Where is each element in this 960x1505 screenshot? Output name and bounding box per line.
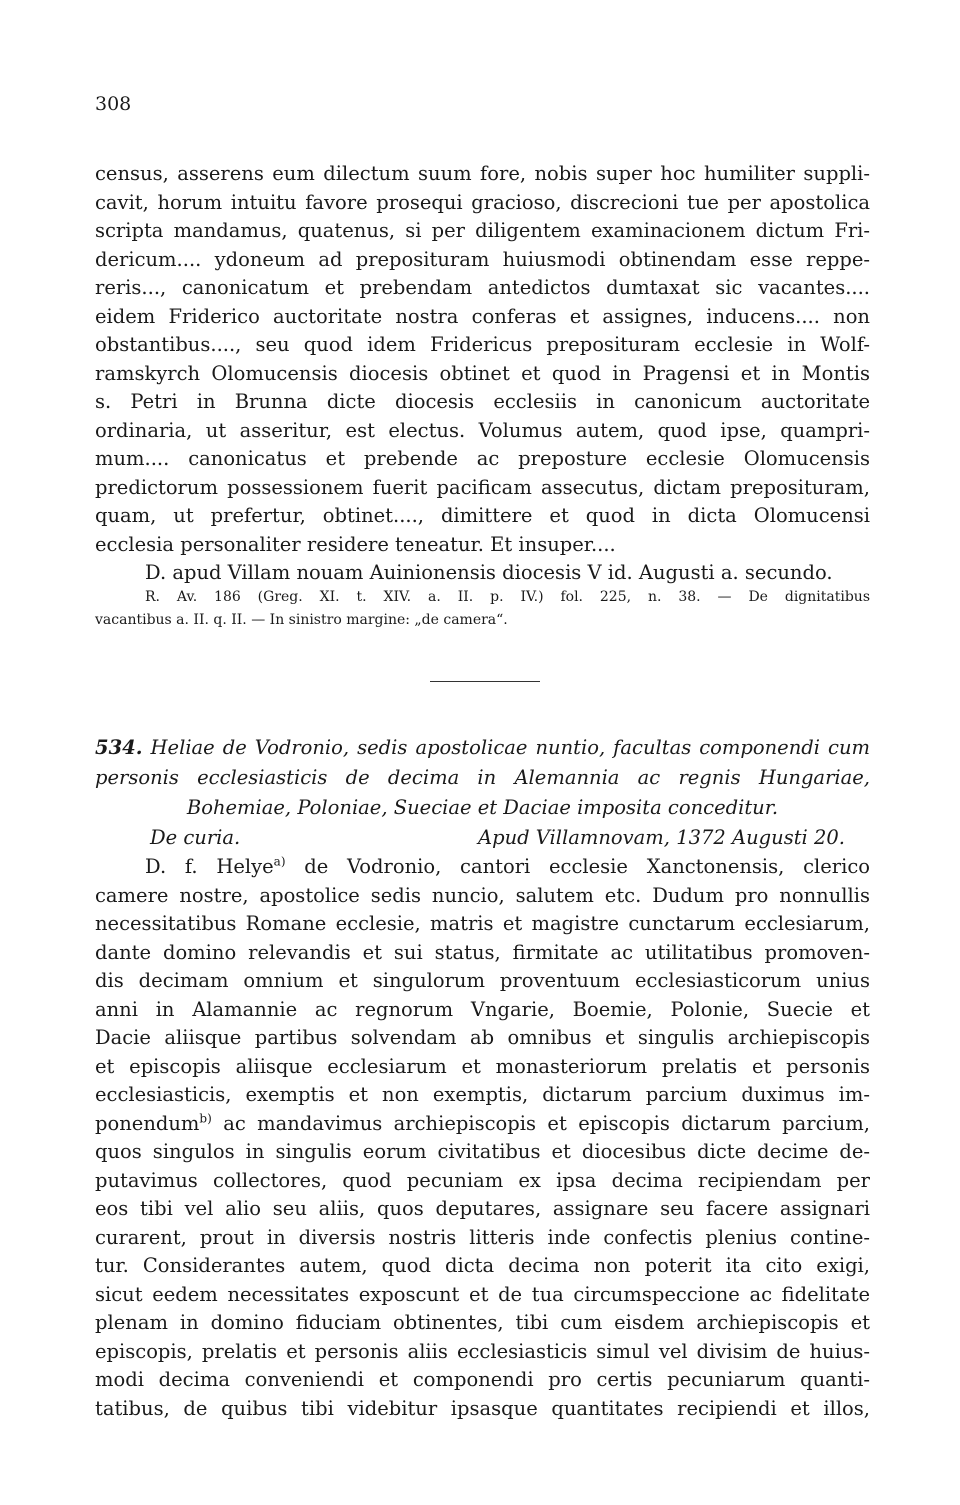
- text-line: [95, 853, 870, 882]
- source-note: [95, 586, 870, 632]
- text-line: [95, 1110, 870, 1139]
- text-line: ecclesiasticis, exemptis et non exemptis, dictarum parcium duximus im-: [95, 1083, 870, 1106]
- page-number: 308: [95, 93, 132, 115]
- text-line: dericum.... ydoneum ad preposituram huiusmodi obtinendam esse reppe-: [95, 247, 870, 271]
- dating-clause: D. apud Villam nouam Auinionensis diocesis V id. Augusti a. secundo.: [145, 561, 833, 584]
- text-line: episcopis, prelatis et personis aliis ecclesiasticis simul vel divisim de huius-: [95, 1339, 870, 1363]
- text-fragment: ac mandavimus archiepiscopis et episcopis dictarum parcium,: [211, 1111, 870, 1135]
- text-line: cavit, horum intuitu favore prosequi gracioso, discrecioni tue per apostolica: [95, 190, 870, 214]
- text-line: s. Petri in Brunna dicte diocesis ecclesiis in canonicum auctoritate: [95, 390, 870, 413]
- text-line: curarent, prout in diversis nostris litteris inde confectis plenius contine-: [95, 1225, 870, 1249]
- text-line: camere nostre, apostolice sedis nuncio, salutem etc. Dudum pro nonnullis: [95, 883, 870, 907]
- text-line: mum.... canonicatus et prebende ac preposture ecclesie Olomucensis: [95, 447, 870, 470]
- dateline: [95, 823, 870, 853]
- text-line: ordinaria, ut asseritur, est electus. Volumus autem, quod ipse, quampri-: [95, 418, 870, 442]
- text-line: Dacie aliisque partibus solvendam ab omnibus et singulis archiepiscopis: [95, 1026, 870, 1049]
- text-fragment: D. f. Helye: [145, 855, 274, 878]
- text-fragment: ponendum: [95, 1111, 200, 1135]
- text-line: anni in Alamannie ac regnorum Vngarie, Boemie, Polonie, Suecie et: [95, 997, 870, 1021]
- text-line: necessitatibus Romane ecclesie, matris et magistre cunctarum ecclesiarum,: [95, 912, 870, 935]
- footnote-marker: b): [199, 1111, 212, 1125]
- text-block-continuation: [95, 160, 870, 588]
- footnote-marker: a): [273, 854, 286, 869]
- text-fragment: de Vodronio, cantori ecclesie Xanctonensis, clerico: [285, 855, 871, 878]
- note-line: R. Av. 186 (Greg. XI. t. XIV. a. II. p. IV.) fol. 225, n. 38. — De dignitatibus: [145, 589, 870, 605]
- heading-line: Bohemiae, Poloniae, Sueciae et Daciae imposita conceditur.: [186, 796, 779, 819]
- document-number: 534.: [95, 736, 143, 759]
- text-line: modi decima conveniendi et componendi pro certis pecuniarum quanti-: [95, 1368, 870, 1391]
- text-line: ecclesia personaliter residere teneatur. Et insuper....: [95, 532, 616, 556]
- text-line: obstantibus...., seu quod idem Fridericus preposituram ecclesie in Wolf-: [95, 333, 870, 356]
- text-line: scripta mandamus, quatenus, si per diligentem examinacionem dictum Fri-: [95, 219, 870, 242]
- note-line: vacantibus a. II. q. II. — In sinistro margine: „de camera“.: [95, 612, 508, 628]
- text-line: eidem Friderico auctoritate nostra conferas et assignes, inducens.... non: [95, 304, 870, 328]
- text-line: ramskyrch Olomucensis diocesis obtinet et quod in Pragensi et in Montis: [95, 361, 870, 385]
- text-line: putavimus collectores, quod pecuniam ex ipsa decima recipiendam per: [95, 1168, 870, 1192]
- text-line: tatibus, de quibus tibi videbitur ipsasque quantitates recipiendi et illos,: [95, 1396, 870, 1420]
- heading-line: [95, 733, 870, 763]
- dateline-origin: De curia.: [150, 826, 241, 849]
- text-line: reris..., canonicatum et prebendam antedictos dumtaxat sic vacantes....: [95, 276, 870, 299]
- text-line: dis decimam omnium et singulorum proventuum ecclesiasticorum unius: [95, 969, 870, 992]
- text-line: eos tibi vel alio seu aliis, quos deputares, assignare seu facere assignari: [95, 1197, 870, 1220]
- text-line: sicut eedem necessitates exposcunt et de tua circumspeccione ac fidelitate: [95, 1282, 870, 1306]
- heading-text: Heliae de Vodronio, sedis apostolicae nuntio, facultas componendi cum: [150, 736, 870, 759]
- text-line: quam, ut prefertur, obtinet...., dimittere et quod in dicta Olomucensi: [95, 504, 870, 527]
- dateline-place-date: Apud Villamnovam, 1372 Augusti 20.: [478, 826, 845, 849]
- text-line: predictorum possessionem fuerit pacificam assecutus, dictam preposituram,: [95, 475, 870, 499]
- section-divider: [430, 681, 540, 682]
- text-line: census, asserens eum dilectum suum fore, nobis super hoc humiliter suppli-: [95, 162, 870, 185]
- text-line: dante domino relevandis et sui status, firmitate ac utilitatibus promoven-: [95, 940, 870, 964]
- text-line: tur. Considerantes autem, quod dicta decima non poterit ita cito exigi,: [95, 1254, 870, 1277]
- document-heading: [95, 733, 870, 823]
- text-line: plenam in domino fiduciam obtinentes, tibi cum eisdem archiepiscopis et: [95, 1311, 870, 1334]
- text-line: et episcopis aliisque ecclesiarum et monasteriorum prelatis et personis: [95, 1054, 870, 1078]
- text-block-main: [95, 853, 870, 1423]
- heading-line: personis ecclesiasticis de decima in Alemannia ac regnis Hungariae,: [95, 766, 870, 789]
- text-line: quos singulos in singulis eorum civitatibus et diocesibus dicte decime de-: [95, 1140, 870, 1163]
